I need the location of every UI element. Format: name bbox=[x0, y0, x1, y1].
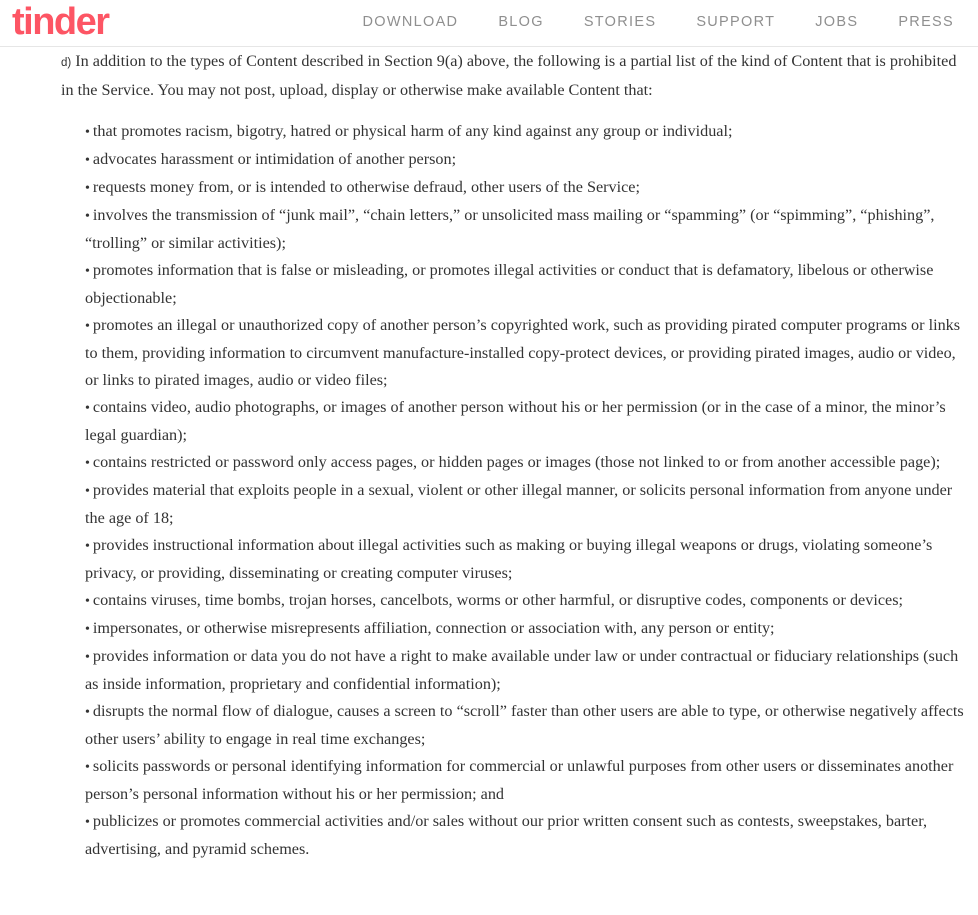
bullet: • bbox=[85, 705, 90, 720]
nav-link-download[interactable]: DOWNLOAD bbox=[362, 14, 459, 30]
list-item bbox=[85, 808, 967, 863]
bullet: • bbox=[85, 456, 90, 471]
list-item-text: contains video, audio photographs, or images of another person without his or her permission (or in the case of a minor, the minor’s legal guardian); bbox=[85, 398, 946, 444]
bullet: • bbox=[85, 209, 90, 224]
list-item bbox=[85, 118, 967, 146]
list-item-text: promotes an illegal or unauthorized copy of another person’s copyrighted work, such as providing pirated computer programs or links to them, providing information to circumvent manufacture-installed copy-protect devices, or providing pirated images, audio or video, or links to pirated images, audio or video files; bbox=[85, 316, 961, 389]
nav-item-download bbox=[323, 13, 459, 31]
list-item bbox=[85, 753, 967, 808]
bullet: • bbox=[85, 650, 90, 665]
nav-item-support bbox=[656, 13, 775, 31]
list-item-text: disrupts the normal flow of dialogue, causes a screen to “scroll” faster than other users are able to type, or otherwise negatively affects other users’ ability to engage in real time exchanges; bbox=[85, 702, 964, 748]
nav-link-press[interactable]: PRESS bbox=[898, 14, 954, 30]
list-item-text: that promotes racism, bigotry, hatred or physical harm of any kind against any group or individual; bbox=[92, 122, 733, 140]
list-item-text: contains viruses, time bombs, trojan horses, cancelbots, worms or other harmful, or disruptive codes, components or devices; bbox=[92, 591, 904, 609]
nav-link-jobs[interactable]: JOBS bbox=[815, 14, 859, 30]
section-marker: d) bbox=[61, 57, 72, 69]
list-item-text: requests money from, or is intended to otherwise defraud, other users of the Service; bbox=[92, 178, 640, 196]
list-item-text: publicizes or promotes commercial activities and/or sales without our prior written consent such as contests, sweepstakes, barter, advertising, and pyramid schemes. bbox=[85, 812, 928, 858]
bullet: • bbox=[85, 264, 90, 279]
list-item-text: promotes information that is false or misleading, or promotes illegal activities or conduct that is defamatory, libelous or otherwise objectionable; bbox=[85, 261, 934, 307]
bullet: • bbox=[85, 153, 90, 168]
list-item bbox=[85, 532, 967, 587]
list-item bbox=[85, 698, 967, 753]
list-item-text: impersonates, or otherwise misrepresents affiliation, connection or association with, any person or entity; bbox=[92, 619, 775, 637]
nav-link-support[interactable]: SUPPORT bbox=[696, 14, 776, 30]
list-item bbox=[85, 146, 967, 174]
list-item bbox=[85, 257, 967, 312]
nav-item-press bbox=[858, 13, 954, 31]
list-item bbox=[85, 615, 967, 643]
list-item bbox=[85, 587, 967, 615]
nav-link-stories[interactable]: STORIES bbox=[583, 14, 657, 30]
list-item-text: provides instructional information about illegal activities such as making or buying illegal weapons or drugs, violating someone’s privacy, or providing, disseminating or creating computer viruses; bbox=[85, 536, 933, 582]
list-item-text: advocates harassment or intimidation of another person; bbox=[92, 150, 457, 168]
intro-text: In addition to the types of Content described in Section 9(a) above, the following is a partial list of the kind of Content that is prohibited in the Service. You may not post, upload, display or otherwise make available Content that: bbox=[61, 52, 957, 99]
bullet: • bbox=[85, 594, 90, 609]
bullet: • bbox=[85, 815, 90, 830]
terms-content bbox=[61, 48, 966, 858]
nav-item-blog bbox=[458, 13, 544, 31]
list-item bbox=[85, 174, 967, 202]
bullet: • bbox=[85, 319, 90, 334]
list-item-text: involves the transmission of “junk mail”, “chain letters,” or unsolicited mass mailing or “spamming” (or “spimming”, “phishing”, “trolling” or similar activities); bbox=[85, 206, 935, 252]
bullet: • bbox=[85, 181, 90, 196]
bullet: • bbox=[85, 622, 90, 637]
list-item bbox=[85, 643, 967, 698]
bullet: • bbox=[85, 760, 90, 775]
bullet: • bbox=[85, 484, 90, 499]
list-item bbox=[85, 449, 967, 477]
bullet: • bbox=[85, 401, 90, 416]
list-item bbox=[85, 394, 967, 449]
nav-list bbox=[323, 13, 954, 31]
list-item-text: contains restricted or password only access pages, or hidden pages or images (those not linked to or from another accessible page); bbox=[92, 453, 941, 471]
nav-link-blog[interactable]: BLOG bbox=[498, 14, 544, 30]
tinder-logo[interactable]: tinder bbox=[12, 1, 109, 43]
site-header bbox=[0, 0, 978, 47]
list-item bbox=[85, 477, 967, 532]
prohibited-content-list bbox=[85, 118, 967, 863]
list-item bbox=[85, 202, 967, 257]
nav-item-stories bbox=[544, 13, 657, 31]
list-item bbox=[85, 312, 967, 394]
nav-item-jobs bbox=[775, 13, 858, 31]
list-item-text: solicits passwords or personal identifying information for commercial or unlawful purposes from other users or disseminates another person’s personal information without his or her permission; and bbox=[85, 757, 954, 803]
bullet: • bbox=[85, 125, 90, 140]
list-item-text: provides information or data you do not have a right to make available under law or under contractual or fiduciary relationships (such as inside information, proprietary and confidential information); bbox=[85, 647, 959, 693]
list-item-text: provides material that exploits people in a sexual, violent or other illegal manner, or solicits personal information from anyone under the age of 18; bbox=[85, 481, 953, 527]
section-intro bbox=[61, 48, 966, 104]
bullet: • bbox=[85, 539, 90, 554]
